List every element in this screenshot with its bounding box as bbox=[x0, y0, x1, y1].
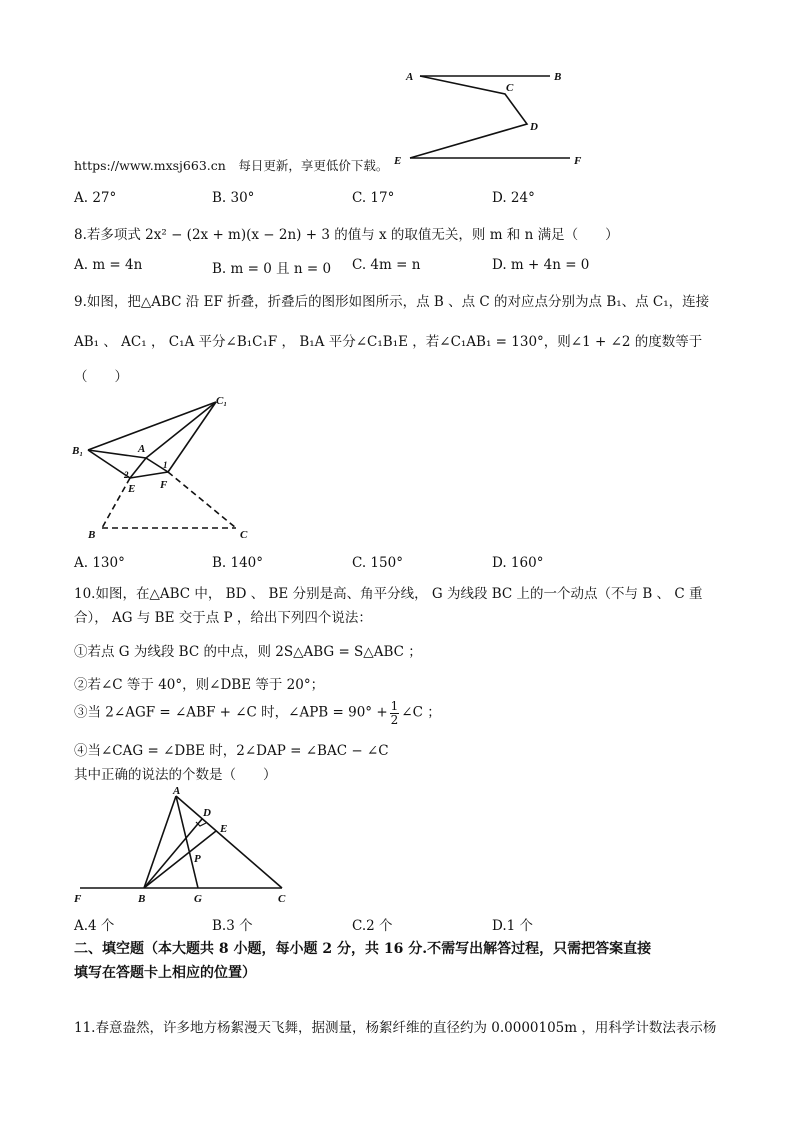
q7-option-b[interactable]: B. 30° bbox=[212, 190, 255, 206]
q10-s3-text-b: ∠C ； bbox=[401, 704, 441, 721]
fraction-denominator: 2 bbox=[390, 712, 399, 727]
fig10-label-e: E bbox=[220, 823, 228, 835]
q10-option-a[interactable]: A.4 个 bbox=[74, 918, 115, 934]
b1-c1 bbox=[88, 402, 216, 450]
q9-figure bbox=[68, 390, 268, 550]
q10-option-d[interactable]: D.1 个 bbox=[492, 918, 534, 934]
fig10-label-g: G bbox=[194, 893, 202, 905]
fig7-label-e: E bbox=[394, 155, 402, 167]
section2-heading-line2: 填写在答题卡上相应的位置） bbox=[74, 965, 256, 981]
q10-statement-2: ②若∠C 等于 40°，则∠DBE 等于 20°； bbox=[74, 677, 325, 693]
section2-heading-line1: 二、填空题（本大题共 8 小题，每小题 2 分，共 16 分.不需写出解答过程，只需把答案直接 bbox=[74, 941, 652, 957]
q8-option-b[interactable]: B. m = 0 且 n = 0 bbox=[212, 261, 332, 277]
q9-option-d[interactable]: D. 160° bbox=[492, 555, 544, 571]
fig9-label-2: 2 bbox=[124, 470, 129, 480]
q10-figure bbox=[70, 784, 300, 906]
q7-figure bbox=[390, 62, 600, 172]
fig9-label-c: C bbox=[240, 529, 248, 541]
b-e bbox=[144, 831, 216, 888]
q10-statement-3 bbox=[74, 700, 441, 726]
c1-f bbox=[168, 402, 216, 472]
q8-option-a[interactable]: A. m = 4n bbox=[74, 257, 143, 273]
fig10-label-b: B bbox=[138, 893, 146, 905]
q8-option-d[interactable]: D. m + 4n = 0 bbox=[492, 257, 590, 273]
a-c bbox=[176, 796, 282, 888]
q10-option-b[interactable]: B.3 个 bbox=[212, 918, 253, 934]
q10-statement-4: ④当∠CAG = ∠DBE 时，2∠DAP = ∠BAC − ∠C bbox=[74, 743, 389, 759]
fig7-label-a: A bbox=[406, 71, 414, 83]
fig7-label-d: D bbox=[530, 121, 538, 133]
q8-stem: 8.若多项式 2x² − (2x + m)(x − 2n) + 3 的值与 x 的取值无关，则 m 和 n 满足（ ） bbox=[74, 227, 619, 243]
fig9-label-e: E bbox=[128, 483, 136, 495]
fraction-numerator: 1 bbox=[390, 699, 399, 713]
watermark-text: https://www.mxsj663.cn 每日更新，享更低价下载。 bbox=[74, 158, 389, 173]
q9-line1: 9.如图，把△ABC 沿 EF 折叠，折叠后的图形如图所示，点 B 、点 C 的对应点分别为点 B₁、点 C₁，连接 bbox=[74, 294, 710, 310]
q10-ask: 其中正确的说法的个数是（ ） bbox=[74, 767, 277, 783]
q7-option-c[interactable]: C. 17° bbox=[352, 190, 395, 206]
q10-line1: 10.如图，在△ABC 中， BD 、 BE 分别是高、角平分线， G 为线段 BC 上的一个动点（不与 B 、 C 重 bbox=[74, 586, 703, 602]
q7-option-a[interactable]: A. 27° bbox=[74, 190, 117, 206]
a-e bbox=[130, 458, 146, 478]
q10-statement-1: ①若点 G 为线段 BC 的中点，则 2S△ABG = S△ABC ； bbox=[74, 644, 422, 660]
fig10-label-c: C bbox=[278, 893, 286, 905]
a-b bbox=[144, 796, 176, 888]
e-f bbox=[130, 472, 168, 478]
fig9-label-f: F bbox=[160, 479, 168, 491]
q10-option-c[interactable]: C.2 个 bbox=[352, 918, 393, 934]
fig9-label-b: B bbox=[88, 529, 96, 541]
q8-option-c[interactable]: C. 4m = n bbox=[352, 257, 421, 273]
f-c-dashed bbox=[168, 472, 236, 528]
q10-s3-text-a: ③当 2∠AGF = ∠ABF + ∠C 时，∠APB = 90° + bbox=[74, 704, 388, 721]
fig7-label-c: C bbox=[506, 82, 514, 94]
fig10-label-a: A bbox=[173, 785, 181, 797]
q9-option-c[interactable]: C. 150° bbox=[352, 555, 403, 571]
fig9-label-1: 1 bbox=[163, 460, 168, 470]
q9-line2: AB₁ 、 AC₁ ， C₁A 平分∠B₁C₁F ， B₁A 平分∠C₁B₁E ，若∠C₁AB₁ = 130°，则∠1 + ∠2 的度数等于 bbox=[74, 334, 703, 350]
q11-text: 11.春意盎然，许多地方杨絮漫天飞舞，据测量，杨絮纤维的直径约为 0.0000105m ，用科学计数法表示杨 bbox=[74, 1020, 717, 1036]
half-fraction bbox=[390, 700, 400, 726]
q9-option-a[interactable]: A. 130° bbox=[74, 555, 125, 571]
fig9-label-a: A bbox=[138, 443, 146, 455]
q9-option-b[interactable]: B. 140° bbox=[212, 555, 264, 571]
q10-line2: 合）， AG 与 BE 交于点 P ，给出下列四个说法： bbox=[74, 610, 372, 626]
fig7-label-b: B bbox=[554, 71, 562, 83]
fig9-label-c1: C₁ bbox=[216, 395, 228, 407]
a-c1 bbox=[146, 402, 216, 458]
fig10-label-p: P bbox=[194, 853, 201, 865]
fig10-label-d: D bbox=[203, 807, 211, 819]
fig9-label-b1: B₁ bbox=[72, 445, 84, 457]
q7-option-d[interactable]: D. 24° bbox=[492, 190, 535, 206]
e-b-dashed bbox=[102, 478, 130, 528]
a-g bbox=[176, 796, 198, 888]
q9-line3: （ ） bbox=[74, 369, 128, 385]
fig7-label-f: F bbox=[574, 155, 582, 167]
fig10-label-f: F bbox=[74, 893, 82, 905]
